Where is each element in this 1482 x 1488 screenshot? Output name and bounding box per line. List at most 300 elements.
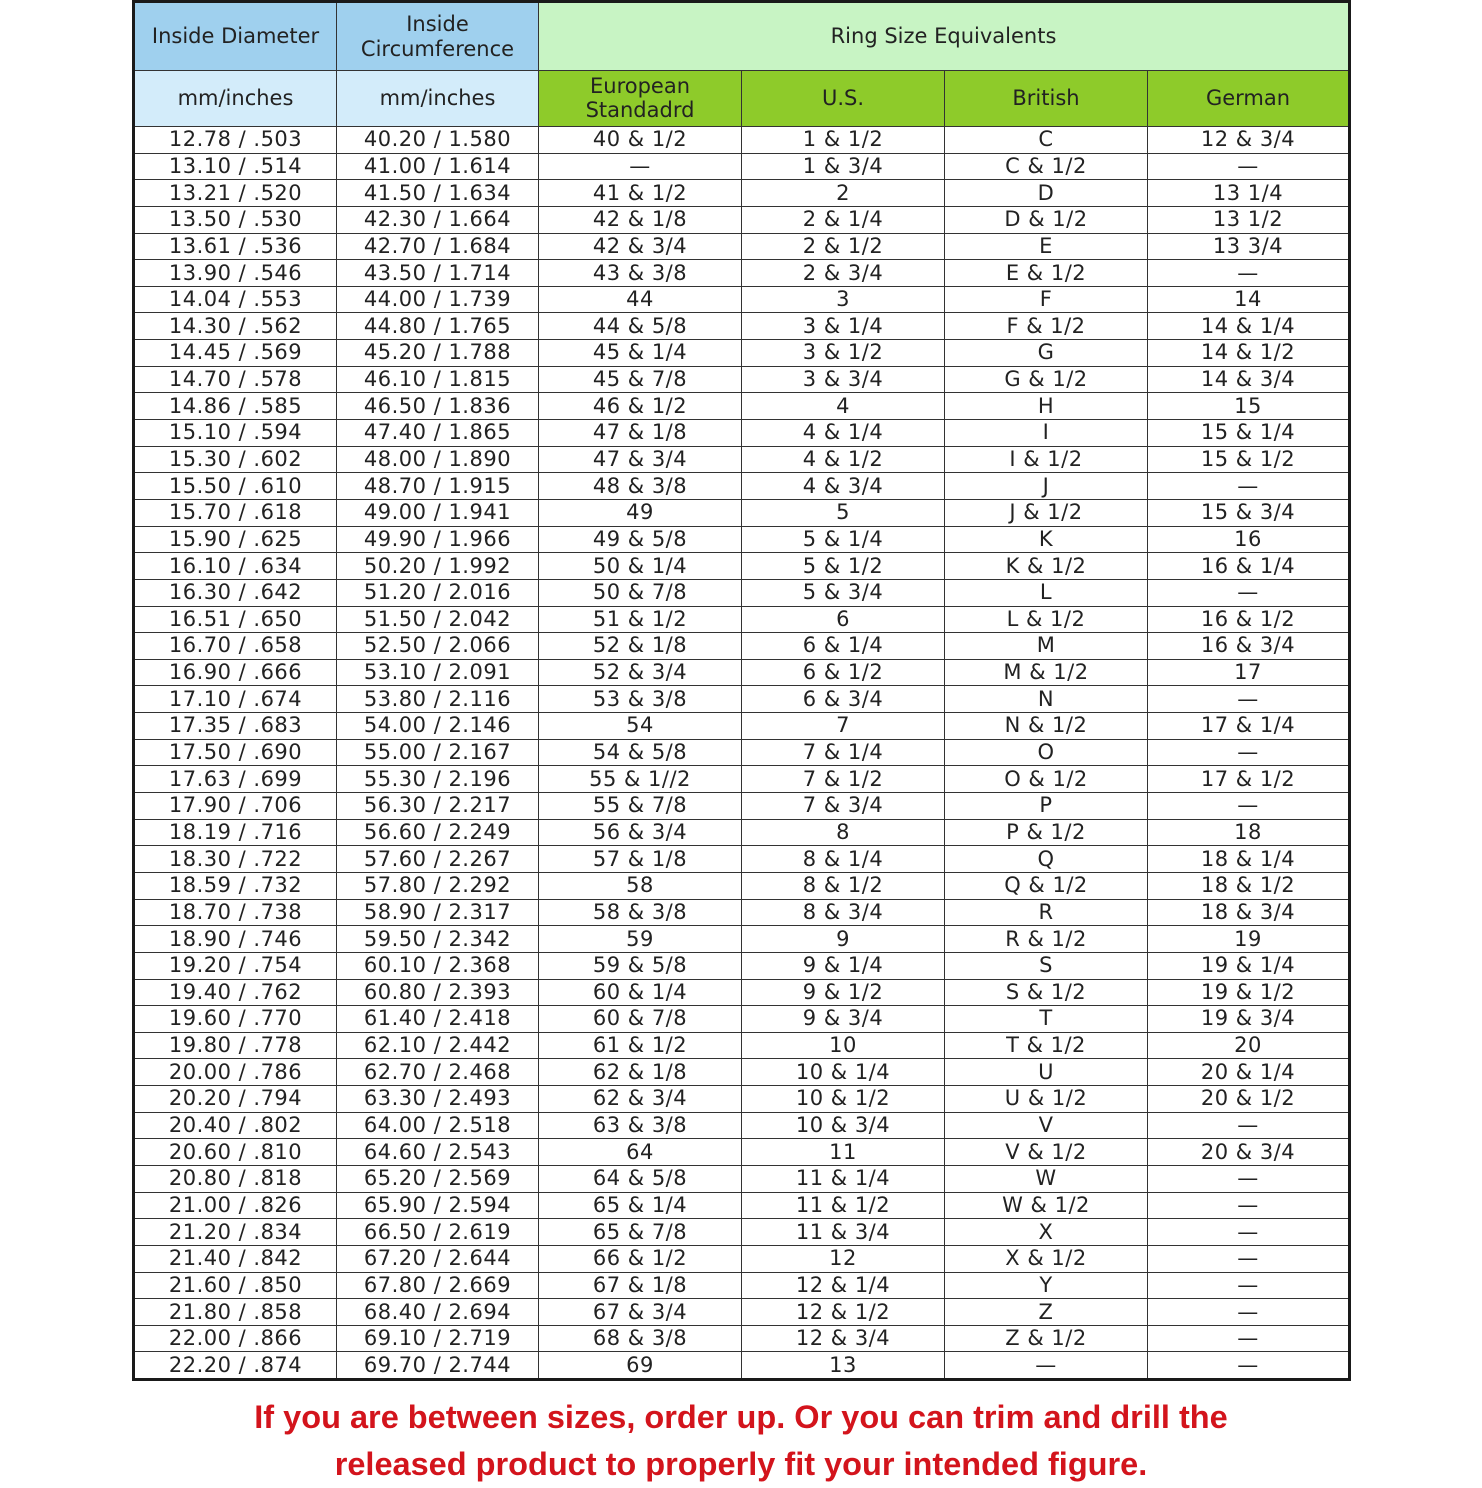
- european-cell: 52 & 1/8: [539, 633, 742, 660]
- german-cell: 17 & 1/4: [1148, 713, 1350, 740]
- circumference-cell: 49.90 / 1.966: [337, 526, 539, 553]
- german-cell: 14: [1148, 286, 1350, 313]
- us-cell: 5: [742, 499, 945, 526]
- diameter-cell: 22.00 / .866: [134, 1325, 337, 1352]
- sizing-note-line-1: If you are between sizes, order up. Or you can trim and drill the: [254, 1399, 1228, 1435]
- european-cell: 61 & 1/2: [539, 1032, 742, 1059]
- us-cell: 5 & 1/4: [742, 526, 945, 553]
- german-cell: —: [1148, 739, 1350, 766]
- european-cell: 62 & 1/8: [539, 1059, 742, 1086]
- table-row: [134, 1006, 1350, 1033]
- circumference-cell: 60.10 / 2.368: [337, 952, 539, 979]
- german-cell: —: [1148, 1219, 1350, 1246]
- circumference-cell: 55.30 / 2.196: [337, 766, 539, 793]
- diameter-cell: 14.70 / .578: [134, 366, 337, 393]
- european-cell: 47 & 3/4: [539, 446, 742, 473]
- circumference-cell: 50.20 / 1.992: [337, 553, 539, 580]
- european-cell: 52 & 3/4: [539, 659, 742, 686]
- table-row: [134, 206, 1350, 233]
- table-row: [134, 606, 1350, 633]
- british-cell: Z: [945, 1299, 1148, 1326]
- us-cell: 13: [742, 1352, 945, 1380]
- table-row: [134, 766, 1350, 793]
- us-cell: 12 & 1/2: [742, 1299, 945, 1326]
- european-cell: 49: [539, 499, 742, 526]
- german-cell: 14 & 1/4: [1148, 313, 1350, 340]
- german-cell: 18 & 3/4: [1148, 899, 1350, 926]
- british-cell: —: [945, 1352, 1148, 1380]
- circumference-cell: 41.50 / 1.634: [337, 180, 539, 207]
- diameter-cell: 13.21 / .520: [134, 180, 337, 207]
- german-cell: 16: [1148, 526, 1350, 553]
- british-cell: O & 1/2: [945, 766, 1148, 793]
- table-row: [134, 579, 1350, 606]
- german-cell: 16 & 1/4: [1148, 553, 1350, 580]
- us-cell: 6 & 3/4: [742, 686, 945, 713]
- diameter-cell: 21.40 / .842: [134, 1245, 337, 1272]
- diameter-cell: 18.90 / .746: [134, 926, 337, 953]
- header-german: German: [1148, 71, 1350, 127]
- table-row: [134, 952, 1350, 979]
- british-cell: R: [945, 899, 1148, 926]
- us-cell: 10 & 1/4: [742, 1059, 945, 1086]
- european-cell: 43 & 3/8: [539, 260, 742, 287]
- german-cell: —: [1148, 260, 1350, 287]
- european-cell: 55 & 1//2: [539, 766, 742, 793]
- diameter-cell: 17.63 / .699: [134, 766, 337, 793]
- table-body: [134, 127, 1350, 1380]
- diameter-cell: 16.90 / .666: [134, 659, 337, 686]
- british-cell: Y: [945, 1272, 1148, 1299]
- us-cell: 8 & 1/4: [742, 846, 945, 873]
- us-cell: 9 & 1/2: [742, 979, 945, 1006]
- diameter-cell: 21.80 / .858: [134, 1299, 337, 1326]
- us-cell: 7 & 3/4: [742, 793, 945, 820]
- european-cell: 65 & 1/4: [539, 1192, 742, 1219]
- european-cell: 47 & 1/8: [539, 420, 742, 447]
- british-cell: N: [945, 686, 1148, 713]
- british-cell: C: [945, 127, 1148, 154]
- german-cell: 20: [1148, 1032, 1350, 1059]
- european-cell: 58: [539, 872, 742, 899]
- diameter-cell: 15.50 / .610: [134, 473, 337, 500]
- circumference-cell: 69.10 / 2.719: [337, 1325, 539, 1352]
- european-cell: 54 & 5/8: [539, 739, 742, 766]
- diameter-cell: 19.60 / .770: [134, 1006, 337, 1033]
- us-cell: 9: [742, 926, 945, 953]
- european-cell: 49 & 5/8: [539, 526, 742, 553]
- circumference-cell: 67.20 / 2.644: [337, 1245, 539, 1272]
- german-cell: 13 1/2: [1148, 206, 1350, 233]
- table-row: [134, 819, 1350, 846]
- circumference-cell: 58.90 / 2.317: [337, 899, 539, 926]
- british-cell: U & 1/2: [945, 1086, 1148, 1113]
- diameter-cell: 22.20 / .874: [134, 1352, 337, 1380]
- us-cell: 8: [742, 819, 945, 846]
- us-cell: 11 & 3/4: [742, 1219, 945, 1246]
- circumference-cell: 51.20 / 2.016: [337, 579, 539, 606]
- diameter-cell: 20.00 / .786: [134, 1059, 337, 1086]
- german-cell: 12 & 3/4: [1148, 127, 1350, 154]
- circumference-cell: 68.40 / 2.694: [337, 1299, 539, 1326]
- table-row: [134, 899, 1350, 926]
- diameter-cell: 17.10 / .674: [134, 686, 337, 713]
- german-cell: 19 & 1/4: [1148, 952, 1350, 979]
- circumference-cell: 64.00 / 2.518: [337, 1112, 539, 1139]
- british-cell: Q & 1/2: [945, 872, 1148, 899]
- british-cell: E: [945, 233, 1148, 260]
- european-cell: 42 & 1/8: [539, 206, 742, 233]
- us-cell: 9 & 3/4: [742, 1006, 945, 1033]
- table-row: [134, 420, 1350, 447]
- british-cell: J: [945, 473, 1148, 500]
- circumference-cell: 55.00 / 2.167: [337, 739, 539, 766]
- diameter-cell: 18.70 / .738: [134, 899, 337, 926]
- us-cell: 4 & 1/4: [742, 420, 945, 447]
- table-row: [134, 633, 1350, 660]
- diameter-cell: 13.10 / .514: [134, 153, 337, 180]
- german-cell: —: [1148, 1192, 1350, 1219]
- british-cell: S: [945, 952, 1148, 979]
- header-ring-size-equivalents: Ring Size Equivalents: [539, 2, 1350, 71]
- european-cell: 50 & 7/8: [539, 579, 742, 606]
- circumference-cell: 61.40 / 2.418: [337, 1006, 539, 1033]
- us-cell: 12 & 1/4: [742, 1272, 945, 1299]
- circumference-cell: 46.10 / 1.815: [337, 366, 539, 393]
- german-cell: —: [1148, 1352, 1350, 1380]
- british-cell: M & 1/2: [945, 659, 1148, 686]
- diameter-cell: 20.20 / .794: [134, 1086, 337, 1113]
- diameter-cell: 13.90 / .546: [134, 260, 337, 287]
- british-cell: V: [945, 1112, 1148, 1139]
- us-cell: 1 & 1/2: [742, 127, 945, 154]
- german-cell: —: [1148, 1112, 1350, 1139]
- british-cell: I: [945, 420, 1148, 447]
- european-cell: 68 & 3/8: [539, 1325, 742, 1352]
- diameter-cell: 18.30 / .722: [134, 846, 337, 873]
- table-row: [134, 1112, 1350, 1139]
- european-cell: 60 & 7/8: [539, 1006, 742, 1033]
- european-cell: 50 & 1/4: [539, 553, 742, 580]
- british-cell: K: [945, 526, 1148, 553]
- us-cell: 4 & 3/4: [742, 473, 945, 500]
- table-row: [134, 1245, 1350, 1272]
- european-cell: 41 & 1/2: [539, 180, 742, 207]
- european-cell: 48 & 3/8: [539, 473, 742, 500]
- european-cell: 40 & 1/2: [539, 127, 742, 154]
- european-cell: 63 & 3/8: [539, 1112, 742, 1139]
- table-row: [134, 793, 1350, 820]
- german-cell: —: [1148, 793, 1350, 820]
- german-cell: 15: [1148, 393, 1350, 420]
- german-cell: —: [1148, 1272, 1350, 1299]
- british-cell: U: [945, 1059, 1148, 1086]
- german-cell: 18 & 1/2: [1148, 872, 1350, 899]
- diameter-cell: 13.50 / .530: [134, 206, 337, 233]
- table-row: [134, 926, 1350, 953]
- diameter-cell: 15.90 / .625: [134, 526, 337, 553]
- european-cell: 46 & 1/2: [539, 393, 742, 420]
- german-cell: 18 & 1/4: [1148, 846, 1350, 873]
- us-cell: 6 & 1/4: [742, 633, 945, 660]
- circumference-cell: 53.80 / 2.116: [337, 686, 539, 713]
- british-cell: N & 1/2: [945, 713, 1148, 740]
- diameter-cell: 20.80 / .818: [134, 1165, 337, 1192]
- european-cell: 67 & 1/8: [539, 1272, 742, 1299]
- us-cell: 9 & 1/4: [742, 952, 945, 979]
- german-cell: 15 & 3/4: [1148, 499, 1350, 526]
- table-row: [134, 872, 1350, 899]
- table-row: [134, 553, 1350, 580]
- german-cell: 15 & 1/4: [1148, 420, 1350, 447]
- table-row: [134, 979, 1350, 1006]
- us-cell: 2 & 1/2: [742, 233, 945, 260]
- table-row: [134, 1272, 1350, 1299]
- table-row: [134, 393, 1350, 420]
- circumference-cell: 46.50 / 1.836: [337, 393, 539, 420]
- table-row: [134, 1032, 1350, 1059]
- german-cell: 17 & 1/2: [1148, 766, 1350, 793]
- diameter-cell: 19.40 / .762: [134, 979, 337, 1006]
- british-cell: L & 1/2: [945, 606, 1148, 633]
- circumference-cell: 44.00 / 1.739: [337, 286, 539, 313]
- german-cell: —: [1148, 153, 1350, 180]
- circumference-cell: 64.60 / 2.543: [337, 1139, 539, 1166]
- european-cell: 62 & 3/4: [539, 1086, 742, 1113]
- us-cell: 1 & 3/4: [742, 153, 945, 180]
- british-cell: W: [945, 1165, 1148, 1192]
- table-row: [134, 446, 1350, 473]
- british-cell: F: [945, 286, 1148, 313]
- table-row: [134, 233, 1350, 260]
- diameter-cell: 15.70 / .618: [134, 499, 337, 526]
- circumference-cell: 42.30 / 1.664: [337, 206, 539, 233]
- header-inside-diameter: Inside Diameter: [134, 2, 337, 71]
- table-row: [134, 260, 1350, 287]
- british-cell: X & 1/2: [945, 1245, 1148, 1272]
- british-cell: W & 1/2: [945, 1192, 1148, 1219]
- us-cell: 4: [742, 393, 945, 420]
- circumference-cell: 62.70 / 2.468: [337, 1059, 539, 1086]
- british-cell: L: [945, 579, 1148, 606]
- german-cell: —: [1148, 1245, 1350, 1272]
- british-cell: Q: [945, 846, 1148, 873]
- diameter-cell: 20.60 / .810: [134, 1139, 337, 1166]
- german-cell: 15 & 1/2: [1148, 446, 1350, 473]
- us-cell: 10 & 1/2: [742, 1086, 945, 1113]
- british-cell: S & 1/2: [945, 979, 1148, 1006]
- british-cell: G: [945, 340, 1148, 367]
- circumference-cell: 65.90 / 2.594: [337, 1192, 539, 1219]
- european-cell: 54: [539, 713, 742, 740]
- diameter-cell: 17.35 / .683: [134, 713, 337, 740]
- table-row: [134, 846, 1350, 873]
- german-cell: —: [1148, 686, 1350, 713]
- table-row: [134, 1165, 1350, 1192]
- european-cell: 66 & 1/2: [539, 1245, 742, 1272]
- circumference-cell: 62.10 / 2.442: [337, 1032, 539, 1059]
- german-cell: 13 1/4: [1148, 180, 1350, 207]
- circumference-cell: 48.00 / 1.890: [337, 446, 539, 473]
- us-cell: 12 & 3/4: [742, 1325, 945, 1352]
- circumference-cell: 42.70 / 1.684: [337, 233, 539, 260]
- table-row: [134, 1352, 1350, 1380]
- german-cell: —: [1148, 473, 1350, 500]
- british-cell: D & 1/2: [945, 206, 1148, 233]
- table-row: [134, 1299, 1350, 1326]
- us-cell: 5 & 1/2: [742, 553, 945, 580]
- us-cell: 3 & 3/4: [742, 366, 945, 393]
- table-row: [134, 366, 1350, 393]
- circumference-cell: 53.10 / 2.091: [337, 659, 539, 686]
- circumference-cell: 57.80 / 2.292: [337, 872, 539, 899]
- british-cell: D: [945, 180, 1148, 207]
- circumference-cell: 52.50 / 2.066: [337, 633, 539, 660]
- table-row: [134, 1059, 1350, 1086]
- circumference-cell: 59.50 / 2.342: [337, 926, 539, 953]
- british-cell: C & 1/2: [945, 153, 1148, 180]
- table-row: [134, 499, 1350, 526]
- header-units-diameter: mm/inches: [134, 71, 337, 127]
- table-row: [134, 1325, 1350, 1352]
- header-european: European Standadrd: [539, 71, 742, 127]
- german-cell: 14 & 1/2: [1148, 340, 1350, 367]
- circumference-cell: 57.60 / 2.267: [337, 846, 539, 873]
- circumference-cell: 44.80 / 1.765: [337, 313, 539, 340]
- us-cell: 2 & 3/4: [742, 260, 945, 287]
- circumference-cell: 48.70 / 1.915: [337, 473, 539, 500]
- header-us: U.S.: [742, 71, 945, 127]
- european-cell: 56 & 3/4: [539, 819, 742, 846]
- diameter-cell: 16.10 / .634: [134, 553, 337, 580]
- header-british: British: [945, 71, 1148, 127]
- british-cell: M: [945, 633, 1148, 660]
- header-inside-circumference: Inside Circumference: [337, 2, 539, 71]
- european-cell: 51 & 1/2: [539, 606, 742, 633]
- german-cell: 20 & 3/4: [1148, 1139, 1350, 1166]
- circumference-cell: 56.30 / 2.217: [337, 793, 539, 820]
- diameter-cell: 15.10 / .594: [134, 420, 337, 447]
- german-cell: —: [1148, 1325, 1350, 1352]
- us-cell: 3 & 1/4: [742, 313, 945, 340]
- circumference-cell: 49.00 / 1.941: [337, 499, 539, 526]
- british-cell: Z & 1/2: [945, 1325, 1148, 1352]
- british-cell: O: [945, 739, 1148, 766]
- british-cell: E & 1/2: [945, 260, 1148, 287]
- british-cell: J & 1/2: [945, 499, 1148, 526]
- european-cell: 42 & 3/4: [539, 233, 742, 260]
- us-cell: 3 & 1/2: [742, 340, 945, 367]
- us-cell: 11 & 1/2: [742, 1192, 945, 1219]
- circumference-cell: 56.60 / 2.249: [337, 819, 539, 846]
- diameter-cell: 21.00 / .826: [134, 1192, 337, 1219]
- german-cell: 13 3/4: [1148, 233, 1350, 260]
- diameter-cell: 19.20 / .754: [134, 952, 337, 979]
- german-cell: 19 & 3/4: [1148, 1006, 1350, 1033]
- circumference-cell: 66.50 / 2.619: [337, 1219, 539, 1246]
- european-cell: 53 & 3/8: [539, 686, 742, 713]
- diameter-cell: 14.86 / .585: [134, 393, 337, 420]
- european-cell: 65 & 7/8: [539, 1219, 742, 1246]
- table-row: [134, 526, 1350, 553]
- german-cell: 14 & 3/4: [1148, 366, 1350, 393]
- german-cell: —: [1148, 1299, 1350, 1326]
- sizing-note: [0, 1394, 1482, 1488]
- diameter-cell: 19.80 / .778: [134, 1032, 337, 1059]
- circumference-cell: 43.50 / 1.714: [337, 260, 539, 287]
- table-row: [134, 127, 1350, 154]
- circumference-cell: 67.80 / 2.669: [337, 1272, 539, 1299]
- british-cell: T & 1/2: [945, 1032, 1148, 1059]
- us-cell: 8 & 1/2: [742, 872, 945, 899]
- us-cell: 5 & 3/4: [742, 579, 945, 606]
- table-row: [134, 659, 1350, 686]
- table-row: [134, 713, 1350, 740]
- european-cell: 59 & 5/8: [539, 952, 742, 979]
- diameter-cell: 13.61 / .536: [134, 233, 337, 260]
- table-row: [134, 340, 1350, 367]
- german-cell: 16 & 3/4: [1148, 633, 1350, 660]
- european-cell: 57 & 1/8: [539, 846, 742, 873]
- us-cell: 10: [742, 1032, 945, 1059]
- circumference-cell: 54.00 / 2.146: [337, 713, 539, 740]
- german-cell: 17: [1148, 659, 1350, 686]
- table-row: [134, 1086, 1350, 1113]
- table-row: [134, 686, 1350, 713]
- european-cell: 64 & 5/8: [539, 1165, 742, 1192]
- british-cell: T: [945, 1006, 1148, 1033]
- european-cell: —: [539, 153, 742, 180]
- table-row: [134, 153, 1350, 180]
- british-cell: I & 1/2: [945, 446, 1148, 473]
- circumference-cell: 60.80 / 2.393: [337, 979, 539, 1006]
- european-cell: 59: [539, 926, 742, 953]
- circumference-cell: 51.50 / 2.042: [337, 606, 539, 633]
- us-cell: 7 & 1/4: [742, 739, 945, 766]
- british-cell: P & 1/2: [945, 819, 1148, 846]
- british-cell: V & 1/2: [945, 1139, 1148, 1166]
- us-cell: 12: [742, 1245, 945, 1272]
- british-cell: R & 1/2: [945, 926, 1148, 953]
- british-cell: H: [945, 393, 1148, 420]
- diameter-cell: 16.70 / .658: [134, 633, 337, 660]
- german-cell: 16 & 1/2: [1148, 606, 1350, 633]
- diameter-cell: 21.20 / .834: [134, 1219, 337, 1246]
- diameter-cell: 14.30 / .562: [134, 313, 337, 340]
- diameter-cell: 20.40 / .802: [134, 1112, 337, 1139]
- table-row: [134, 1192, 1350, 1219]
- german-cell: 19: [1148, 926, 1350, 953]
- diameter-cell: 16.51 / .650: [134, 606, 337, 633]
- diameter-cell: 15.30 / .602: [134, 446, 337, 473]
- us-cell: 2: [742, 180, 945, 207]
- diameter-cell: 21.60 / .850: [134, 1272, 337, 1299]
- diameter-cell: 14.04 / .553: [134, 286, 337, 313]
- british-cell: X: [945, 1219, 1148, 1246]
- us-cell: 3: [742, 286, 945, 313]
- european-cell: 45 & 7/8: [539, 366, 742, 393]
- european-cell: 44 & 5/8: [539, 313, 742, 340]
- table-row: [134, 1139, 1350, 1166]
- circumference-cell: 69.70 / 2.744: [337, 1352, 539, 1380]
- german-cell: 20 & 1/2: [1148, 1086, 1350, 1113]
- diameter-cell: 18.19 / .716: [134, 819, 337, 846]
- us-cell: 7: [742, 713, 945, 740]
- us-cell: 2 & 1/4: [742, 206, 945, 233]
- table-row: [134, 313, 1350, 340]
- circumference-cell: 41.00 / 1.614: [337, 153, 539, 180]
- german-cell: 20 & 1/4: [1148, 1059, 1350, 1086]
